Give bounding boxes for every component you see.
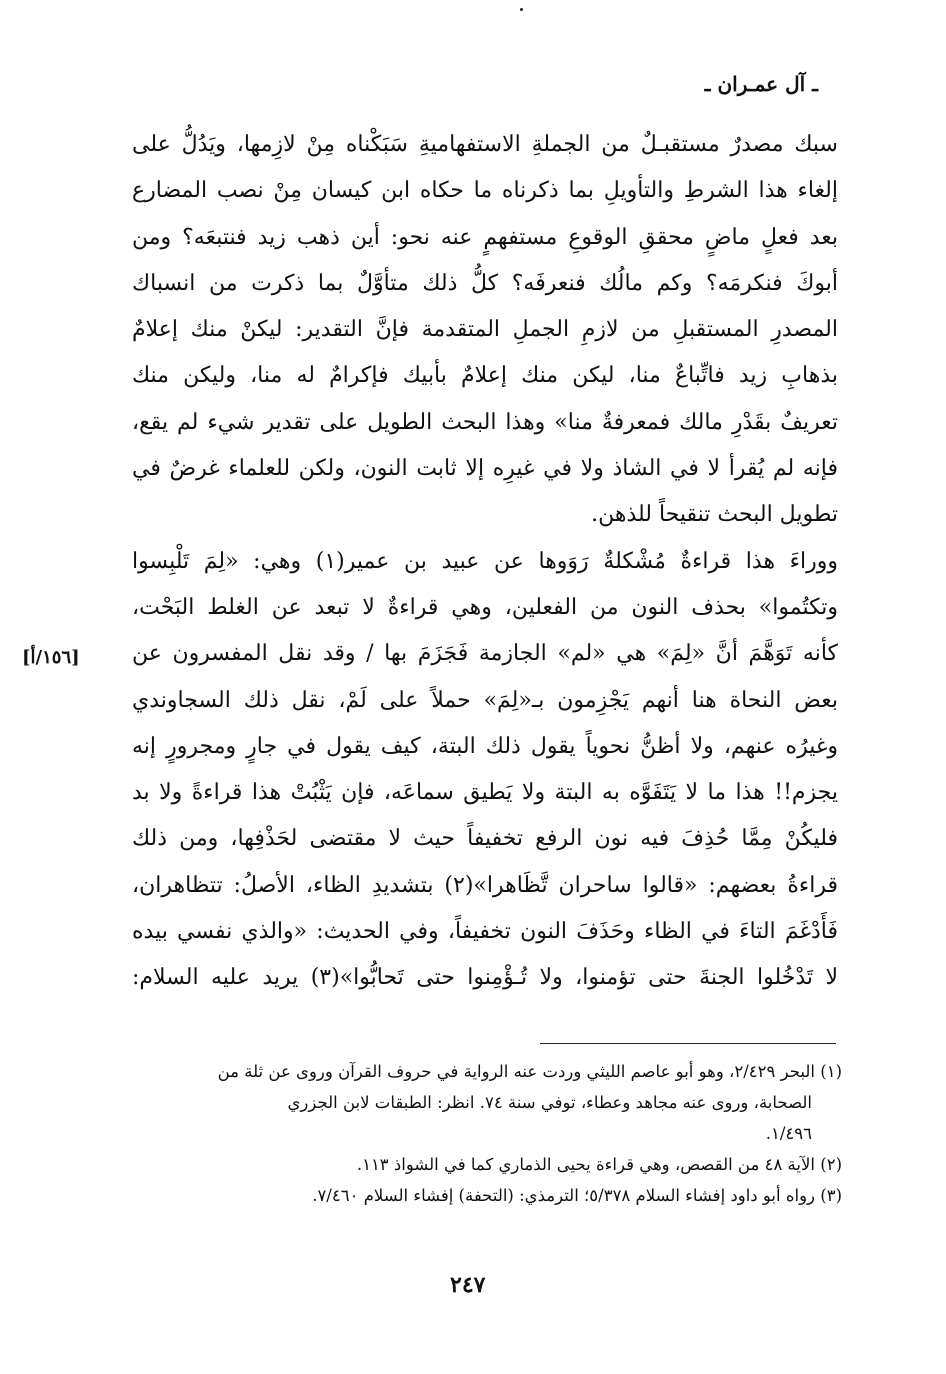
text-line: قراءةُ بعضهم: «قالوا ساحران تَّظَاهرا»(٢) بتشديدِ الظاء، الأصلُ: تتظاهران، [132, 872, 838, 898]
text-line: إلغاء هذا الشرطِ والتأويلِ بما ذكرناه ما حكاه ابن كيسان مِنْ نصب المضارع [132, 178, 838, 204]
text-line: فَأَدْغَمَ التاءَ في الظاء وحَذَفَ النون تخفيفاً، وفي الحديث: «والذي نفسي بيده [132, 919, 838, 945]
text-line: تعريفٌ بقَدْرِ مالك فمعرفةٌ منا» وهذا البحث الطويل على تقدير شيء لم يقع، [132, 409, 838, 435]
text-line: فليكُنْ مِمَّا حُذِفَ فيه نون الرفع تخفيفاً حيث لا مقتضى لحَذْفِها، ومن ذلك [132, 826, 838, 852]
text-line: كأنه تَوَهَّمَ أنَّ «لِمَ» هي «لم» الجازمة فَجَزَمَ بها / وقد نقل المفسرون عن [132, 641, 838, 667]
main-text [132, 122, 838, 1002]
footnotes [130, 1056, 842, 1211]
running-header: ـ آل عمـران ـ [704, 72, 818, 96]
text-line: بذهابِ زيد فاتِّباعٌ منا، ليكن منك إعلامٌ بأبيك فإكرامٌ له منا، وليكن منك [132, 363, 838, 389]
text-line: ووراءَ هذا قراءةٌ مُشْكلةٌ رَوَوها عن عبيد بن عمير(١) وهي: «لِمَ تَلْبِسوا [132, 548, 838, 574]
page-number: ٢٤٧ [450, 1272, 486, 1298]
footnote-continuation: ١/٤٩٦. [765, 1124, 812, 1143]
manuscript-folio-ref: [١٥٦/أ] [22, 647, 80, 668]
text-line: وتكتُموا» بحذف النون من الفعلين، وهي قراءةٌ لا تبعد عن الغلط البَحْت، [132, 594, 838, 620]
text-line: أبوكَ فنكرمَه؟ وكم مالُك فنعرفَه؟ كلُّ ذلك متأوَّلٌ بما ذكرت من انسباك [132, 270, 838, 296]
top-mark [520, 8, 523, 11]
text-line: فإنه لم يُقرأ لا في الشاذ ولا في غيرِه إلا ثابت النون، ولكن للعلماء غرضٌ في [132, 456, 838, 482]
footnote: (١) البحر ٢/٤٢٩، وهو أبو عاصم الليثي وردت عنه الرواية في حروف القرآن وروى عن ثلة من [217, 1062, 842, 1081]
text-line: لا تَدْخُلوا الجنةَ حتى تؤمنوا، ولا تُـؤْمِنوا حتى تَحابُّوا»(٣) يريد عليه السلام: [132, 965, 838, 991]
text-line: بعض النحاة هنا أنهم يَجْزِمون بـ«لِمَ» حملاً على لَمْ، نقل ذلك السجاوندي [132, 687, 838, 713]
footnote: (٢) الآية ٤٨ من القصص، وهي قراءة يحيى الذماري كما في الشواذ ١١٣. [356, 1155, 842, 1174]
text-line: يجزم!! هذا ما لا يَتَفَوَّه به البتة ولا يَطيق سماعَه، فإن يَثْبُتْ هذا قراءةً ولا بد [132, 780, 838, 806]
text-line: سبك مصدرٌ مستقبـلٌ من الجملةِ الاستفهاميةِ سَبَكْناه مِنْ لازِمها، ويَدُلُّ على [132, 132, 838, 157]
text-line: تطويل البحث تنقيحاً للذهن. [591, 502, 838, 528]
text-line: وغيرُه عنهم، ولا أظنُّ نحوياً يقول ذلك البتة، كيف يقول في جارٍ ومجرورٍ إنه [132, 733, 838, 759]
footnote-continuation: الصحابة، وروى عنه مجاهد وعطاء، توفي سنة ٧٤. انظر: الطبقات لابن الجزري [287, 1093, 812, 1112]
text-line: المصدرِ المستقبلِ من لازمِ الجملِ المتقدمة فإنَّ التقدير: ليكنْ منك إعلامٌ [132, 317, 838, 343]
footnote: (٣) رواه أبو داود إفشاء السلام ٥/٣٧٨؛ الترمذي: (التحفة) إفشاء السلام ٧/٤٦٠. [312, 1186, 842, 1205]
text-line: بعد فعلٍ ماضٍ محققِ الوقوعِ مستفهمٍ عنه نحو: أين ذهب زيد فنتبعَه؟ ومن [132, 224, 838, 250]
footnote-separator [540, 1043, 836, 1044]
